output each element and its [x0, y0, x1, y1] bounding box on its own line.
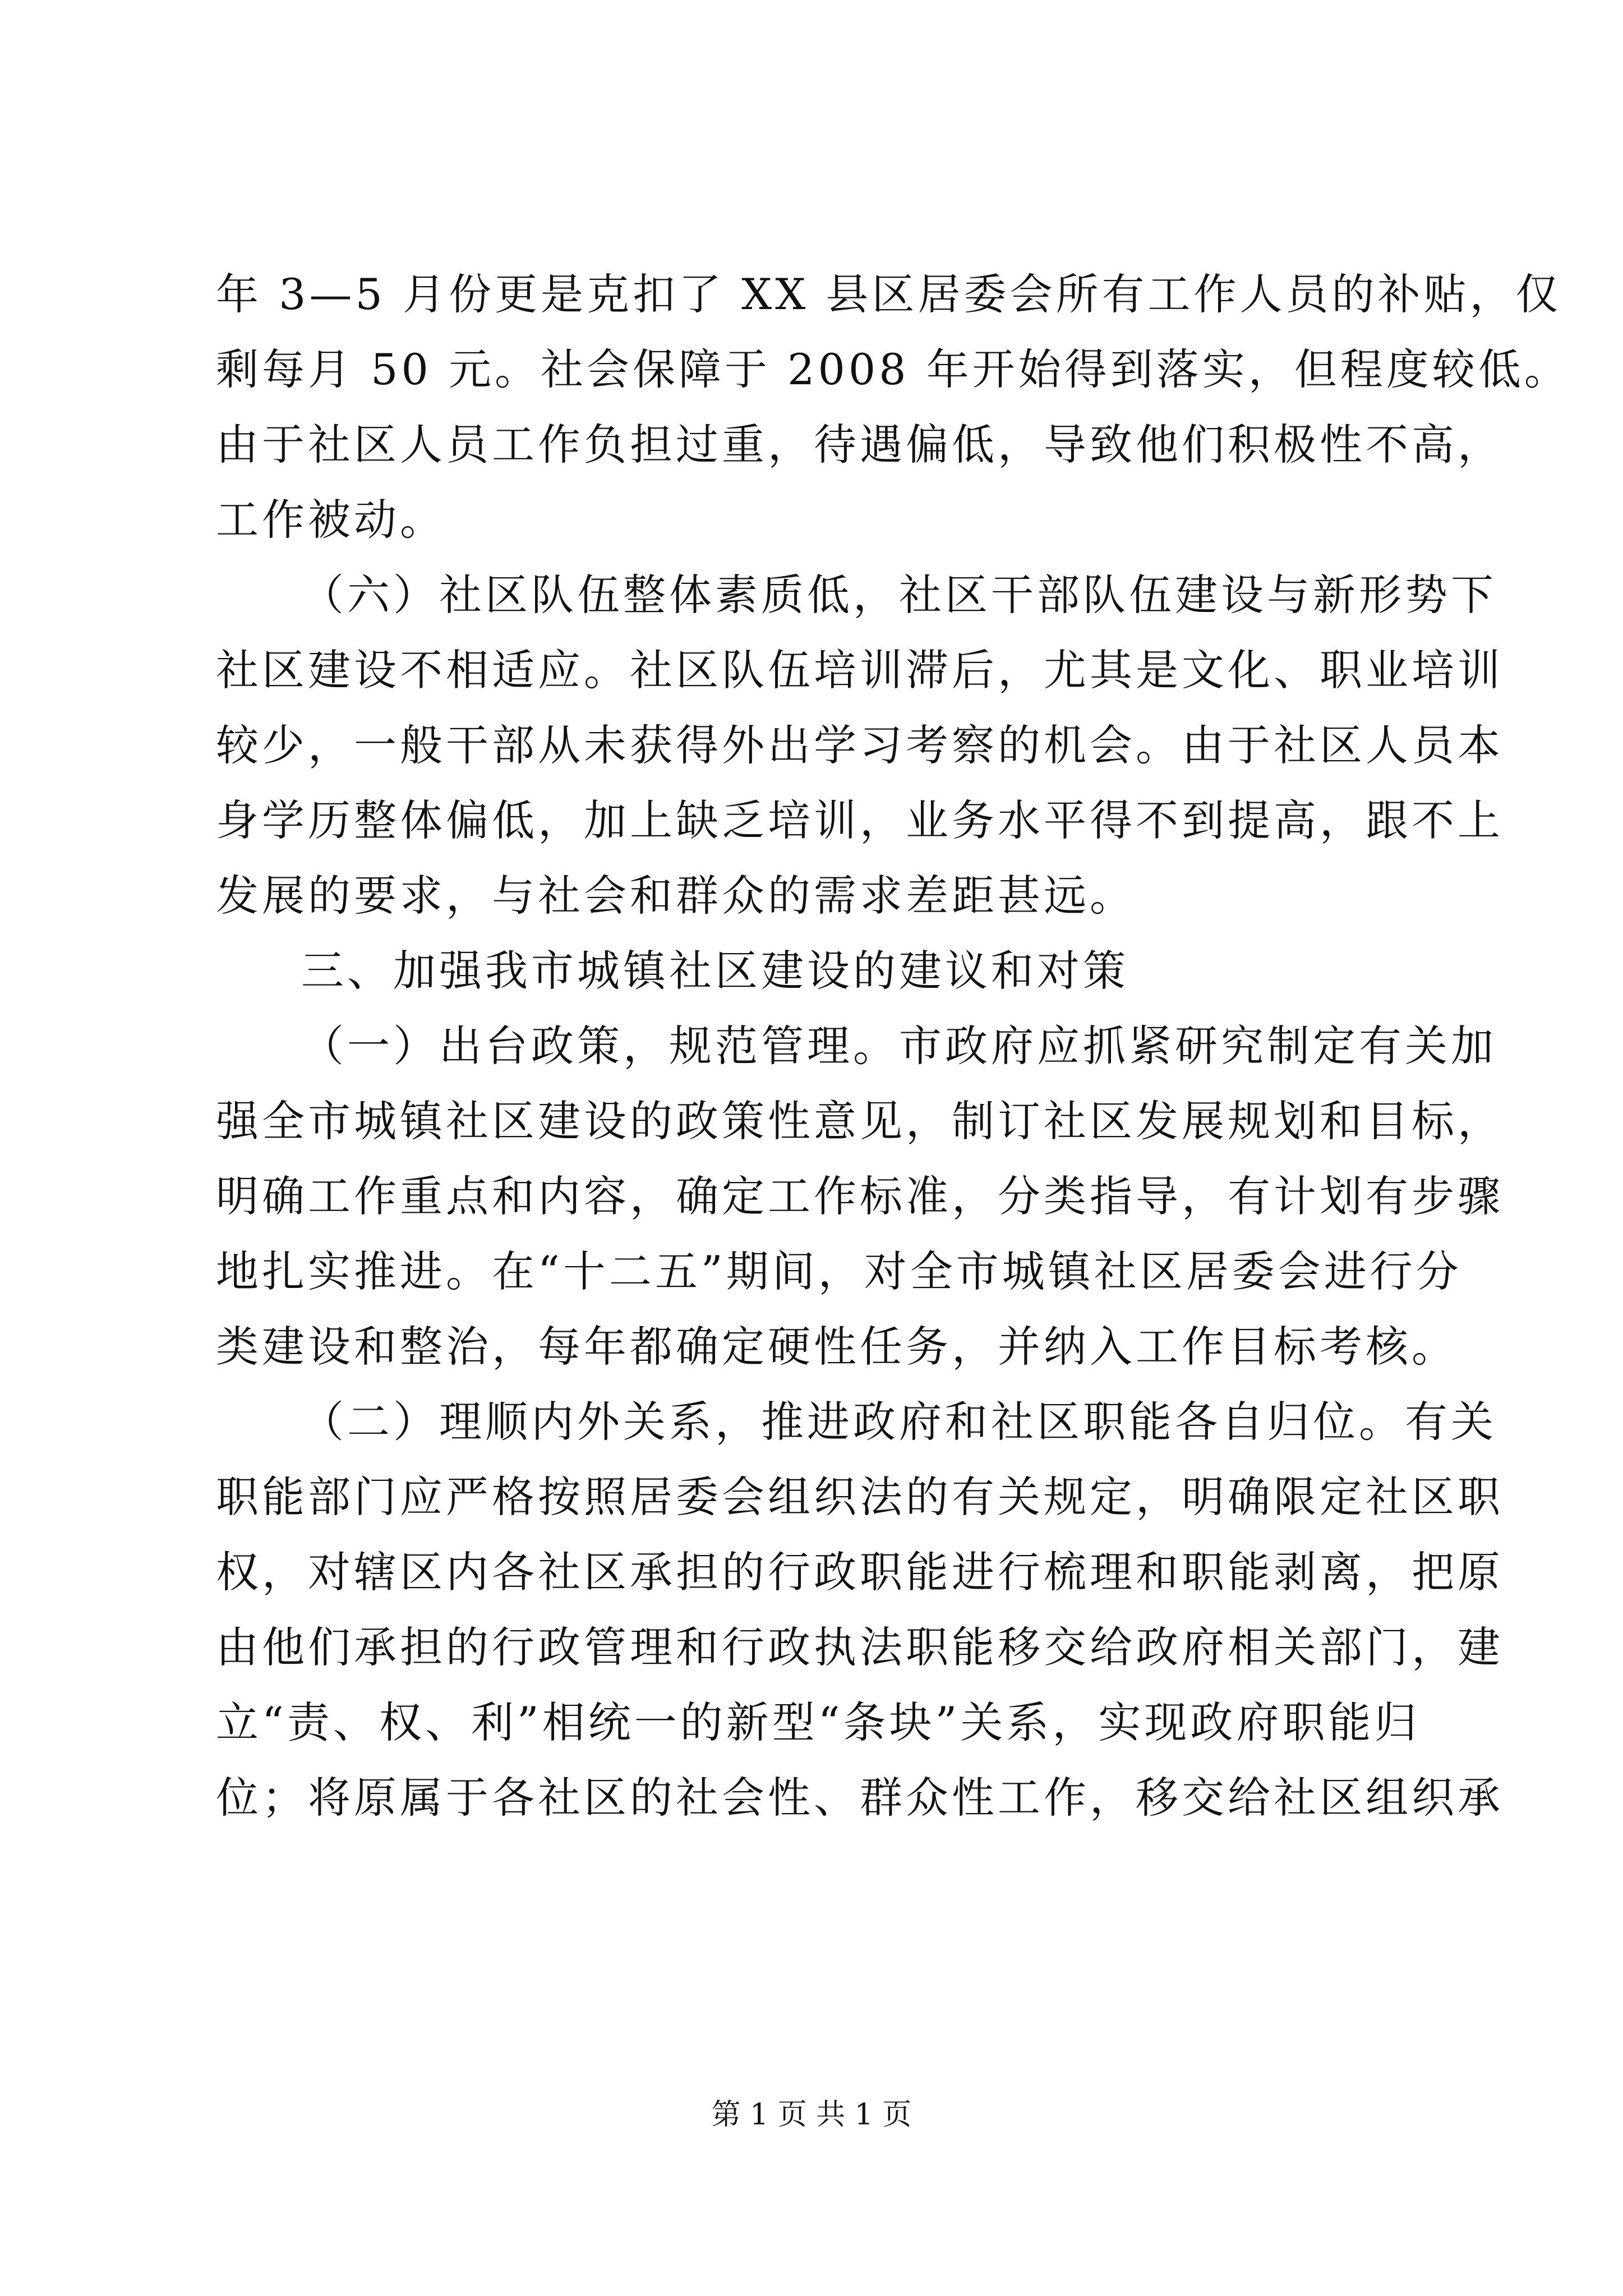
text-line: 地扎实推进。在“十二五”期间，对全市城镇社区居委会进行分	[216, 1246, 1462, 1296]
text-line: 强全市城镇社区建设的政策性意见，制订社区发展规划和目标，	[216, 1096, 1504, 1146]
text-line: 类建设和整治，每年都确定硬性任务，并纳入工作目标考核。	[216, 1322, 1458, 1372]
text-line: 权，对辖区内各社区承担的行政职能进行梳理和职能剥离，把原	[216, 1547, 1504, 1597]
text-line: 剩每月 50 元。社会保障于 2008 年开始得到落实，但程度较低。	[216, 344, 1570, 394]
text-line: 工作被动。	[216, 495, 446, 545]
text-line: 社区建设不相适应。社区队伍培训滞后，尤其是文化、职业培训	[216, 645, 1504, 695]
text-line: （二）理顺内外关系，推进政府和社区职能各自归位。有关	[301, 1397, 1497, 1447]
text-line: 位；将原属于各社区的社会性、群众性工作，移交给社区组织承	[216, 1773, 1504, 1823]
page-number: 第 1 页 共 1 页	[711, 2098, 912, 2132]
text-line: 明确工作重点和内容，确定工作标准，分类指导，有计划有步骤	[216, 1171, 1504, 1221]
text-line: 立“责、权、利”相统一的新型“条块”关系，实现政府职能归	[216, 1697, 1421, 1747]
text-line: （一）出台政策，规范管理。市政府应抓紧研究制定有关加	[301, 1021, 1497, 1071]
text-line: 身学历整体偏低，加上缺乏培训，业务水平得不到提高，跟不上	[216, 795, 1504, 845]
section-heading: 三、加强我市城镇社区建设的建议和对策	[301, 946, 1129, 996]
text-line: 由于社区人员工作负担过重，待遇偏低，导致他们积极性不高，	[216, 420, 1504, 470]
text-line: 较少，一般干部从未获得外出学习考察的机会。由于社区人员本	[216, 720, 1504, 770]
body-text	[216, 257, 1570, 1835]
text-line: 职能部门应严格按照居委会组织法的有关规定，明确限定社区职	[216, 1472, 1504, 1522]
text-line: （六）社区队伍整体素质低，社区干部队伍建设与新形势下	[301, 570, 1497, 620]
page-footer	[0, 2095, 1623, 2134]
text-line: 发展的要求，与社会和群众的需求差距甚远。	[216, 871, 1136, 921]
text-line: 年 3—5 月份更是克扣了 XX 县区居委会所有工作人员的补贴，仅	[216, 269, 1562, 319]
text-line: 由他们承担的行政管理和行政执法职能移交给政府相关部门，建	[216, 1622, 1504, 1672]
